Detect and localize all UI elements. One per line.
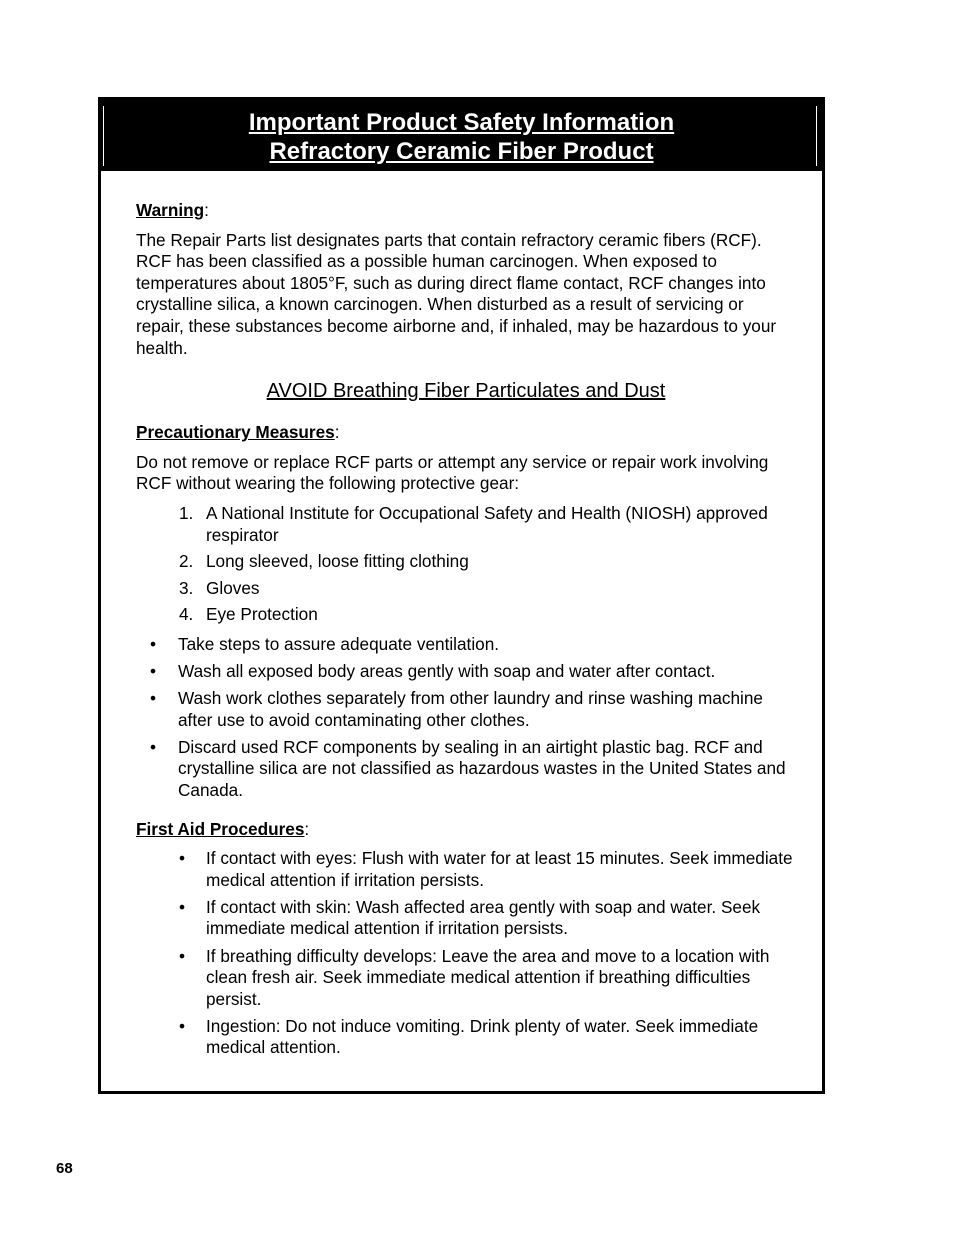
list-number: 2. (179, 551, 194, 572)
bullet-mark: • (179, 1015, 186, 1036)
first-aid-colon: : (304, 818, 310, 839)
bullet-mark: • (150, 661, 157, 681)
list-item (136, 688, 796, 731)
list-item (179, 503, 796, 546)
list-text: Discard used RCF components by sealing in an airtight plastic bag. RCF and crystalline silica are not classified as hazardous wastes in the United States and Canada. (178, 736, 786, 800)
first-aid-list (136, 848, 796, 1059)
list-text: Gloves (206, 577, 260, 598)
bullet-mark: • (179, 896, 186, 917)
list-text: Eye Protection (206, 604, 318, 625)
bullet-mark: • (150, 736, 157, 757)
avoid-banner: AVOID Breathing Fiber Particulates and Dust (266, 380, 666, 403)
list-text: A National Institute for Occupational Safety and Health (NIOSH) approved respirator (206, 502, 768, 545)
list-text: If breathing difficulty develops: Leave the area and move to a location with clean fresh air. Seek immediate medical attention if breathing difficulties persist. (206, 945, 770, 1009)
list-text: Wash all exposed body areas gently with soap and water after contact. (178, 661, 716, 681)
bullet-mark: • (150, 688, 157, 709)
safety-info-box (98, 97, 825, 1094)
bullet-mark: • (179, 848, 186, 869)
precautions-label: Precautionary Measures (136, 422, 335, 443)
list-number: 3. (179, 577, 194, 598)
bullet-mark: • (150, 633, 157, 654)
warning-heading (136, 200, 796, 222)
protective-gear-list (136, 503, 796, 626)
precautions-colon: : (334, 422, 340, 443)
list-text: Take steps to assure adequate ventilation. (178, 633, 500, 654)
list-number: 1. (179, 502, 194, 523)
list-item (179, 551, 796, 573)
precautions-intro: Do not remove or replace RCF parts or attempt any service or repair work involving RCF without wearing the following protective gear: (136, 451, 769, 494)
list-item (136, 634, 796, 656)
list-item (136, 737, 796, 802)
header-title: Important Product Safety Information (248, 109, 675, 136)
header-subtitle: Refractory Ceramic Fiber Product (269, 138, 654, 165)
list-number: 4. (179, 604, 194, 625)
list-item (179, 578, 796, 600)
list-text: Ingestion: Do not induce vomiting. Drink plenty of water. Seek immediate medical attention. (206, 1015, 759, 1058)
list-text: Long sleeved, loose fitting clothing (206, 551, 469, 572)
precautions-heading (136, 422, 796, 444)
list-item (179, 897, 796, 940)
list-text: Wash work clothes separately from other laundry and rinse washing machine after use to avoid contaminating other clothes. (178, 688, 763, 730)
list-item (179, 604, 796, 626)
list-item (136, 661, 796, 683)
list-item (179, 946, 796, 1011)
list-item (179, 848, 796, 891)
precaution-bullets (136, 634, 796, 802)
list-item (179, 1016, 796, 1059)
first-aid-heading (136, 819, 796, 841)
page-number: 68 (56, 1160, 73, 1177)
warning-colon: : (204, 200, 209, 220)
first-aid-label: First Aid Procedures (136, 818, 305, 839)
warning-text: The Repair Parts list designates parts that contain refractory ceramic fibers (RCF). RCF has been classified as a possible human carcinogen. When exposed to temperatures about 1805°F, such as during direct flame contact, RCF changes into crystalline silica, a known carcinogen. When disturbed as a result of servicing or repair, these substances become airborne and, if inhaled, may be hazardous to your health. (136, 229, 777, 358)
safety-header (101, 100, 822, 171)
safety-content (136, 200, 796, 1065)
warning-label: Warning (136, 200, 205, 220)
list-text: If contact with eyes: Flush with water for at least 15 minutes. Seek immediate medical attention if irritation persists. (206, 848, 793, 890)
bullet-mark: • (179, 945, 186, 966)
list-text: If contact with skin: Wash affected area gently with soap and water. Seek immediate medical attention if irritation persists. (206, 896, 761, 939)
